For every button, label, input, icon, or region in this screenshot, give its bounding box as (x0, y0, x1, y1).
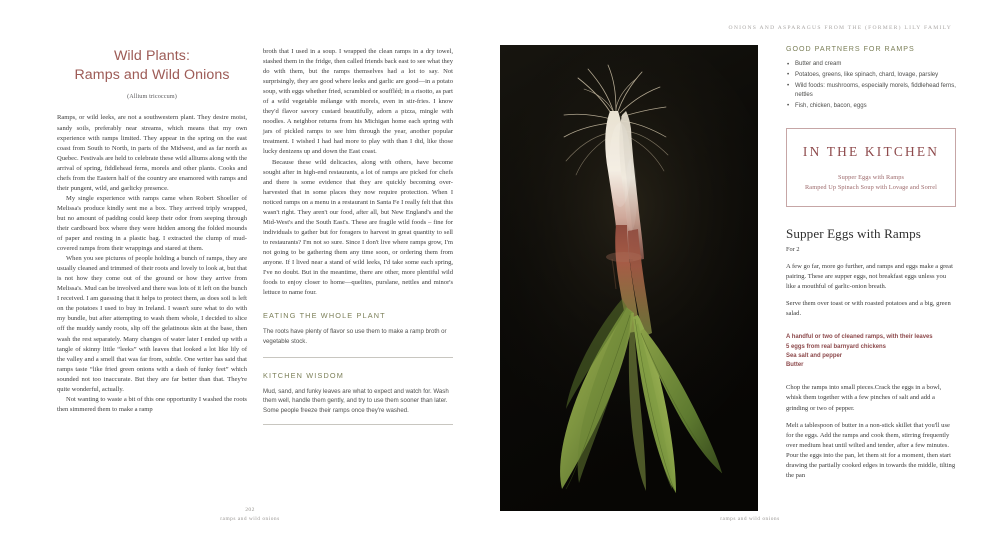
ingredients-list (786, 333, 956, 370)
left-column-one (57, 47, 247, 425)
recipe-intro-paragraph: A few go far, more go further, and ramps and eggs make a great pairing. These are supper eggs, not breakfast eggs unless you like a mouthful of garlic-onion breath. (786, 262, 953, 291)
list-item: • Fish, chicken, bacon, eggs (795, 102, 956, 111)
list-item: • Butter and cream (795, 60, 956, 69)
left-page-columns (57, 47, 453, 425)
ingredient-item: 5 eggs from real barnyard chickens (786, 343, 886, 350)
left-column-two (263, 47, 453, 425)
ingredient-item: Butter (786, 362, 804, 369)
good-partners-heading: GOOD PARTNERS FOR RAMPS (786, 45, 915, 53)
running-head: ONIONS AND ASPARAGUS FROM THE (FORMER) LILY FAMILY (728, 25, 952, 31)
in-the-kitchen-box (786, 128, 956, 207)
folio-number: 202 (245, 507, 255, 513)
subhead-eating-body: The roots have plenty of flavor so use them to make a ramp broth or vegetable stock. (263, 328, 447, 345)
in-the-kitchen-title: IN THE KITCHEN (802, 143, 940, 159)
recipe-step: Chop the ramps into small pieces.Crack the eggs in a bowl, whisk them together with a few pinches of salt and add a grinding or two of pepper. (786, 384, 942, 412)
in-the-kitchen-item: Ramped Up Spinach Soup with Lovage and Sorrel (805, 183, 937, 191)
photo-artwork (500, 45, 758, 511)
page-title (57, 47, 247, 84)
recipe-intro-paragraph: Serve them over toast or with roasted potatoes and a big, green salad. (786, 300, 951, 318)
recipe-title: Supper Eggs with Ramps (786, 225, 921, 241)
divider-rule-top (263, 357, 453, 358)
latin-name: (Allium tricoccum) (127, 93, 177, 101)
body-paragraph: broth that I used in a soup. I wrapped the clean ramps in a dry towel, stashed them in the fridge, then called friends back east to see what they do with them, but the ramps themselves had a lot to say. Not surprisingly, they are good where leeks and garlic are good—in a potato soup, with eggs whether fried, scrambled or souffléd; in a risotto, as part of a wild vegetable mélange with morels, even in stir-fries. I know they'd flavor savory custard beautifully, adorn a pizza, mingle with noodles. A neighbor returns from his Michigan home each spring with jars of pickled ramps to see him through the year, another popular treatment. I wished I had had more to play with than I did, like those lucky denizens up and down the East coast. (263, 48, 453, 156)
list-item: • Wild foods: mushrooms, especially morels, fiddlehead ferns, nettles (795, 82, 956, 101)
folio-left (0, 507, 500, 522)
page-title-line2: Ramps and Wild Onions (74, 66, 230, 83)
body-paragraph: When you see pictures of people holding a bunch of ramps, they are usually cleaned and trimmed of their roots and lovely to look at, but that is not how they come out of the ground or how they arrive from Melissa's. Mud can be involved and there was lots of it left on the bunch I received. I am guessing that it helps to protect them, as does soil is left on the potatoes I used to buy in Ireland. I wasn't sure what to do with my bundle, but after attempting to wash them whole, I decided to slice off the muddy sandy roots, slip off the gelatinous skin at the base, then wash the rest separately. Many changes of water later I ended up with a tangle of skinny little “leeks” with leaves that looked a lot like lily of the valley and a smell that was far from, subtle. One writer has said that ramps taste “like fried green onions with a dash of funky feet” which sounded not too inaccurate. But they are far better than that. They're quite wonderful, actually. (57, 255, 247, 393)
divider-rule-bottom (263, 424, 453, 425)
list-item: • Potatoes, greens, like spinach, chard, lovage, parsley (795, 71, 956, 80)
body-paragraph: Not wanting to waste a bit of this one opportunity I washed the roots then simmered them to make a ramp (57, 395, 247, 413)
good-partners-list (786, 60, 956, 111)
ramps-illustration (500, 45, 758, 511)
folio-section: ramps and wild onions (220, 516, 280, 522)
body-paragraph: Because these wild delicacies, along with others, have become sought after in high-end restaurants, a lot of ramps are picked for chefs and there is some evidence that they are quickly becoming over-harvested that in some places they now require protection. When I noticed ramps on a menu in a restaurant in Santa Fe I really felt that this wasn't right. They aren't our food, after all, but New England's and the Mid-West's and the South East's. These are fragile wild foods – fine for individuals to gather but for foragers to harvest in great quantity to sell to restaurants? I'm not so sure. Since I don't live where ramps grow, I'm not going to be gathering them any time soon, or ordering them from anyone. If I lived near a stand of wild leeks, I'd take some each spring, I've no doubt. But in the meantime, there are other, more plentiful wild foods to enjoy closer to home—quelites, purslane, nettles and minor's lettuce to name four. (263, 158, 453, 297)
body-paragraph: Ramps, or wild leeks, are not a southwestern plant. They desire moist, sandy soils, preferably near streams, which means that my own experience with ramps limited. They appear in the spring on the east coast from South to North, in parts of the Midwest, and as far north as Quebec. Festivals are held to celebrate these wild alliums along with the arrival of spring, fiddlehead ferns, morels and other plants. Cooks and chefs from the Eastern half of the country are enamored with ramps and their pungent, wild, and garlicky presence. (57, 114, 247, 192)
subhead-kitchen-wisdom-body: Mud, sand, and funky leaves are what to expect and watch for. Wash them well, handle them gently, and try to use them sooner than later. Some people freeze their ramps once they're washed. (263, 387, 449, 414)
subhead-eating-the-whole-plant: EATING THE WHOLE PLANT (263, 311, 386, 321)
in-the-kitchen-item: Supper Eggs with Ramps (837, 173, 905, 181)
ramps-photograph (500, 45, 758, 511)
page-title-line1: Wild Plants: (113, 48, 191, 64)
right-page-column (786, 45, 956, 488)
ingredient-item: Sea salt and pepper (786, 352, 843, 359)
recipe-yield: For 2 (786, 245, 800, 253)
ingredient-item: A handful or two of cleaned ramps, with their leaves (786, 334, 933, 341)
recipe-step: Melt a tablespoon of butter in a non-stick skillet that you'll use for the eggs. Add the ramps and cook them, stirring frequently over medium heat until wilted and tender, after a few minutes. Pour the eggs into the pan, let them sit for a moment, then start drawing the partially cooked edges in towards the middle, tilting the pan (786, 421, 956, 479)
folio-section: ramps and wild onions (720, 516, 780, 522)
body-paragraph: My single experience with ramps came when Robert Shoeller of Melissa's produce kindly sent me a box. They arrived triply wrapped, but no amount of padding could keep their odor from seeping through their cardboard box where they were hidden among the folded mounds of paper and resting in a plastic bag. I extracted the clump of mud-covered ramps from their wrappings and stared at them. (57, 194, 247, 253)
subhead-kitchen-wisdom: KITCHEN WISDOM (263, 370, 344, 380)
